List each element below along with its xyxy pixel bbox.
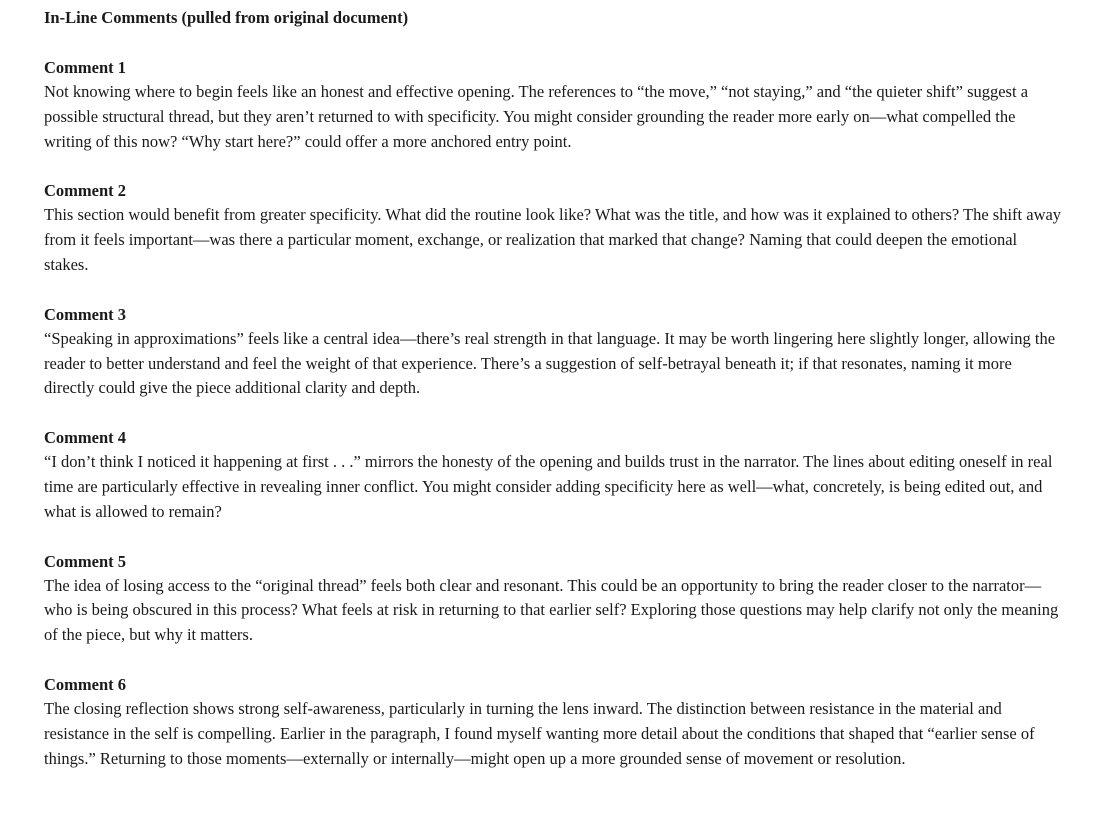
comment-5 xyxy=(44,550,1064,648)
comment-heading: Comment 2 xyxy=(44,181,127,201)
comment-2 xyxy=(44,179,1064,277)
comment-text: The closing reflection shows strong self-awareness, particularly in turning the lens inward. The distinction between resistance in the material and resistance in the self is compelling. Earlier in the paragraph, I found myself wanting more detail about the conditions that shaped that “earlier sense of things.” Returning to those moments—externally or internally—might open up a more grounded sense of movement or resolution. xyxy=(44,698,1035,768)
comment-4 xyxy=(44,426,1064,524)
document-title: In-Line Comments (pulled from original document) xyxy=(44,8,409,27)
comment-text: The idea of losing access to the “original thread” feels both clear and resonant. This could be an opportunity to bring the reader closer to the narrator—who is being obscured in this process? What feels at risk in returning to that earlier self? Exploring those questions may help clarify not only the meaning of the piece, but why it matters. xyxy=(44,575,1059,645)
comment-text: “Speaking in approximations” feels like a central idea—there’s real strength in that language. It may be worth lingering here slightly longer, allowing the reader to better understand and feel the weight of that experience. There’s a suggestion of self-betrayal beneath it; if that resonates, naming it more directly could give the piece additional clarity and depth. xyxy=(44,328,1056,398)
comment-heading: Comment 4 xyxy=(44,428,127,448)
comment-text: This section would benefit from greater specificity. What did the routine look like? What was the title, and how was it explained to others? The shift away from it feels important—was there a particular moment, exchange, or realization that marked that change? Naming that could deepen the emotional stakes. xyxy=(44,205,1062,274)
comment-3 xyxy=(44,303,1064,401)
comment-heading: Comment 1 xyxy=(44,58,127,77)
comment-6 xyxy=(44,673,1064,771)
comment-heading: Comment 6 xyxy=(44,674,127,694)
comment-text: “I don’t think I noticed it happening at first . . .” mirrors the honesty of the opening and builds trust in the narrator. The lines about editing oneself in real time are particularly effective in revealing inner conflict. You might consider adding specificity here as well—what, concretely, is being edited out, and what is allowed to remain? xyxy=(44,452,1053,521)
document xyxy=(44,6,1064,796)
comment-heading: Comment 5 xyxy=(44,551,127,571)
comment-heading: Comment 3 xyxy=(44,304,127,324)
comment-text: Not knowing where to begin feels like an honest and effective opening. The references to “the move,” “not staying,” and “the quieter shift” suggest a possible structural thread, but they aren’t returned to with specificity. You might consider grounding the reader more early on—what compelled the writing of this now? “Why start here?” could offer a more anchored entry point. xyxy=(44,82,1029,151)
comment-1 xyxy=(44,56,1064,154)
